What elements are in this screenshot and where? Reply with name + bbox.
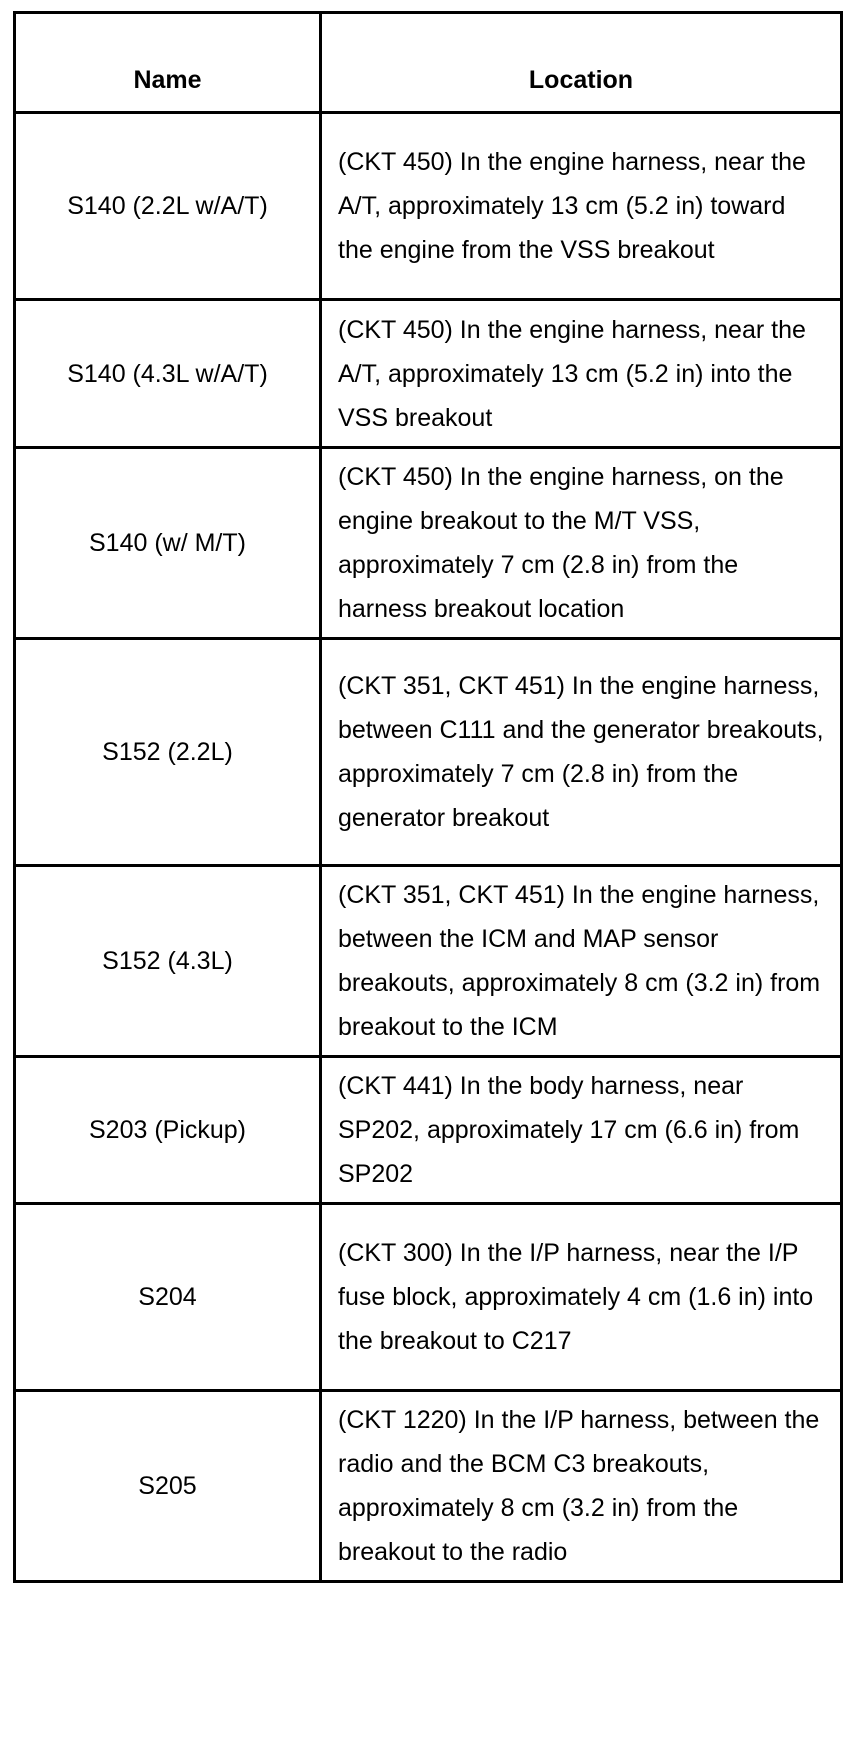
column-header-location: Location <box>321 13 842 113</box>
column-header-name: Name <box>15 13 321 113</box>
splice-location-cell: (CKT 450) In the engine harness, on the engine breakout to the M/T VSS, approximately 7 cm (2.8 in) from the harness breakout location <box>321 448 842 639</box>
table-row <box>15 300 842 448</box>
splice-location-cell: (CKT 441) In the body harness, near SP202, approximately 17 cm (6.6 in) from SP202 <box>321 1057 842 1204</box>
splice-location-cell: (CKT 300) In the I/P harness, near the I/P fuse block, approximately 4 cm (1.6 in) into the breakout to C217 <box>321 1204 842 1391</box>
splice-name-cell: S140 (w/ M/T) <box>15 448 321 639</box>
splice-location-table <box>13 11 843 1583</box>
splice-name-cell: S152 (4.3L) <box>15 866 321 1057</box>
table-row <box>15 1391 842 1582</box>
table-row <box>15 639 842 866</box>
splice-name-cell: S140 (2.2L w/A/T) <box>15 113 321 300</box>
splice-location-cell: (CKT 351, CKT 451) In the engine harness, between C111 and the generator breakouts, approximately 7 cm (2.8 in) from the generator breakout <box>321 639 842 866</box>
splice-location-cell: (CKT 450) In the engine harness, near the A/T, approximately 13 cm (5.2 in) toward the engine from the VSS breakout <box>321 113 842 300</box>
splice-name-cell: S204 <box>15 1204 321 1391</box>
splice-name-cell: S152 (2.2L) <box>15 639 321 866</box>
splice-location-cell: (CKT 351, CKT 451) In the engine harness, between the ICM and MAP sensor breakouts, approximately 8 cm (3.2 in) from breakout to the ICM <box>321 866 842 1057</box>
table-row <box>15 1204 842 1391</box>
splice-name-cell: S205 <box>15 1391 321 1582</box>
splice-name-cell: S140 (4.3L w/A/T) <box>15 300 321 448</box>
table-row <box>15 448 842 639</box>
table-row <box>15 113 842 300</box>
splice-location-cell: (CKT 450) In the engine harness, near the A/T, approximately 13 cm (5.2 in) into the VSS breakout <box>321 300 842 448</box>
table-row <box>15 866 842 1057</box>
splice-name-cell: S203 (Pickup) <box>15 1057 321 1204</box>
table-row <box>15 1057 842 1204</box>
splice-location-cell: (CKT 1220) In the I/P harness, between the radio and the BCM C3 breakouts, approximately 8 cm (3.2 in) from the breakout to the radio <box>321 1391 842 1582</box>
table-header-row <box>15 13 842 113</box>
